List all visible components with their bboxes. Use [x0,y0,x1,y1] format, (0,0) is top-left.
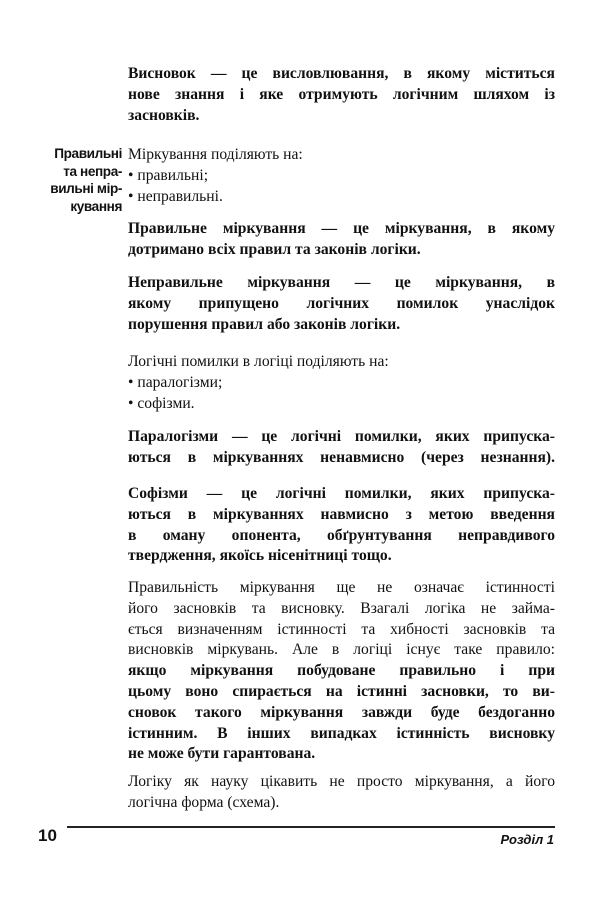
text-line: його засновків та висновку. Взагалі логіка не займа- [128,599,555,617]
list-item: • неправильні. [128,187,555,208]
text-line: не може бути гарантована. [128,745,316,763]
text-line: нове знання і яке отримують логічним шляхом із [128,85,555,103]
text-line: порушення правил або законів логіки. [128,315,401,333]
text-line: істинним. В інших випадках істинність висновку [128,724,555,742]
text-line: Софізми — це логічні помилки, яких припуска- [128,485,555,502]
text-line: засновків. [128,106,200,124]
text-line: в оману опонента, обґрунтування неправдивого [128,526,555,544]
text-line: логічна форма (схема). [128,793,280,811]
text-line: сновок такого міркування завжди буде бездоганно [128,703,555,721]
list-item: • софізми. [128,394,555,415]
footer-rule [67,826,555,828]
list-item: • паралогізми; [128,373,555,394]
text-line: ються в міркуваннях ненавмисно (через незнання). [128,448,555,466]
reasoning-types-block [128,145,555,207]
list-item: • правильні; [128,166,555,187]
intro-text: Міркування поділяють на: [128,146,303,163]
intro-text: Логічні помилки в логіці поділяють на: [128,353,389,370]
text-line: ється визначенням істинності та хибності засновків та [128,620,555,638]
text-line: Паралогізми — це логічні помилки, яких припуска- [128,428,555,445]
side-heading-line: та непра- [63,163,122,179]
conclusion-definition [128,64,555,126]
incorrect-reasoning-definition [128,273,555,335]
section-label: Розділ 1 [500,832,554,847]
text-line: дотримано всіх правил та законів логіки. [128,240,421,258]
text-line: якому припущено логічних помилок унаслідок [128,294,555,312]
logical-errors-block [128,352,555,414]
side-heading-line: Правильні [54,146,122,161]
sophism-definition [128,484,555,567]
text-line: висновків міркувань. Але в логіці існує таке правило: [128,641,555,659]
side-heading-line: вильні мір- [50,181,122,197]
text-line: якщо міркування побудоване правильно і при [128,662,555,680]
text-line: твердження, якоїсь нісенітниці тощо. [128,547,392,565]
text-line: цьому воно спирається на істинні засновки, то ви- [128,682,555,700]
correct-reasoning-definition [128,219,555,261]
text-line: Логіку як науку цікавить не просто міркування, а його [128,773,555,790]
text-line: Висновок — це висловлювання, в якому міститься [128,65,555,82]
logical-form-paragraph [128,772,555,814]
text-line: ються в міркуваннях навмисно з метою введення [128,505,555,523]
paralogism-definition [128,427,555,469]
page-number: 10 [38,826,57,845]
text-line: Правильне міркування — це міркування, в якому [128,220,555,237]
side-heading [20,145,122,215]
truth-paragraph [128,578,555,765]
side-heading-line: кування [70,198,122,214]
text-line: Правильність міркування ще не означає істинності [128,579,555,596]
text-line: Неправильне міркування — це міркування, в [128,274,555,291]
